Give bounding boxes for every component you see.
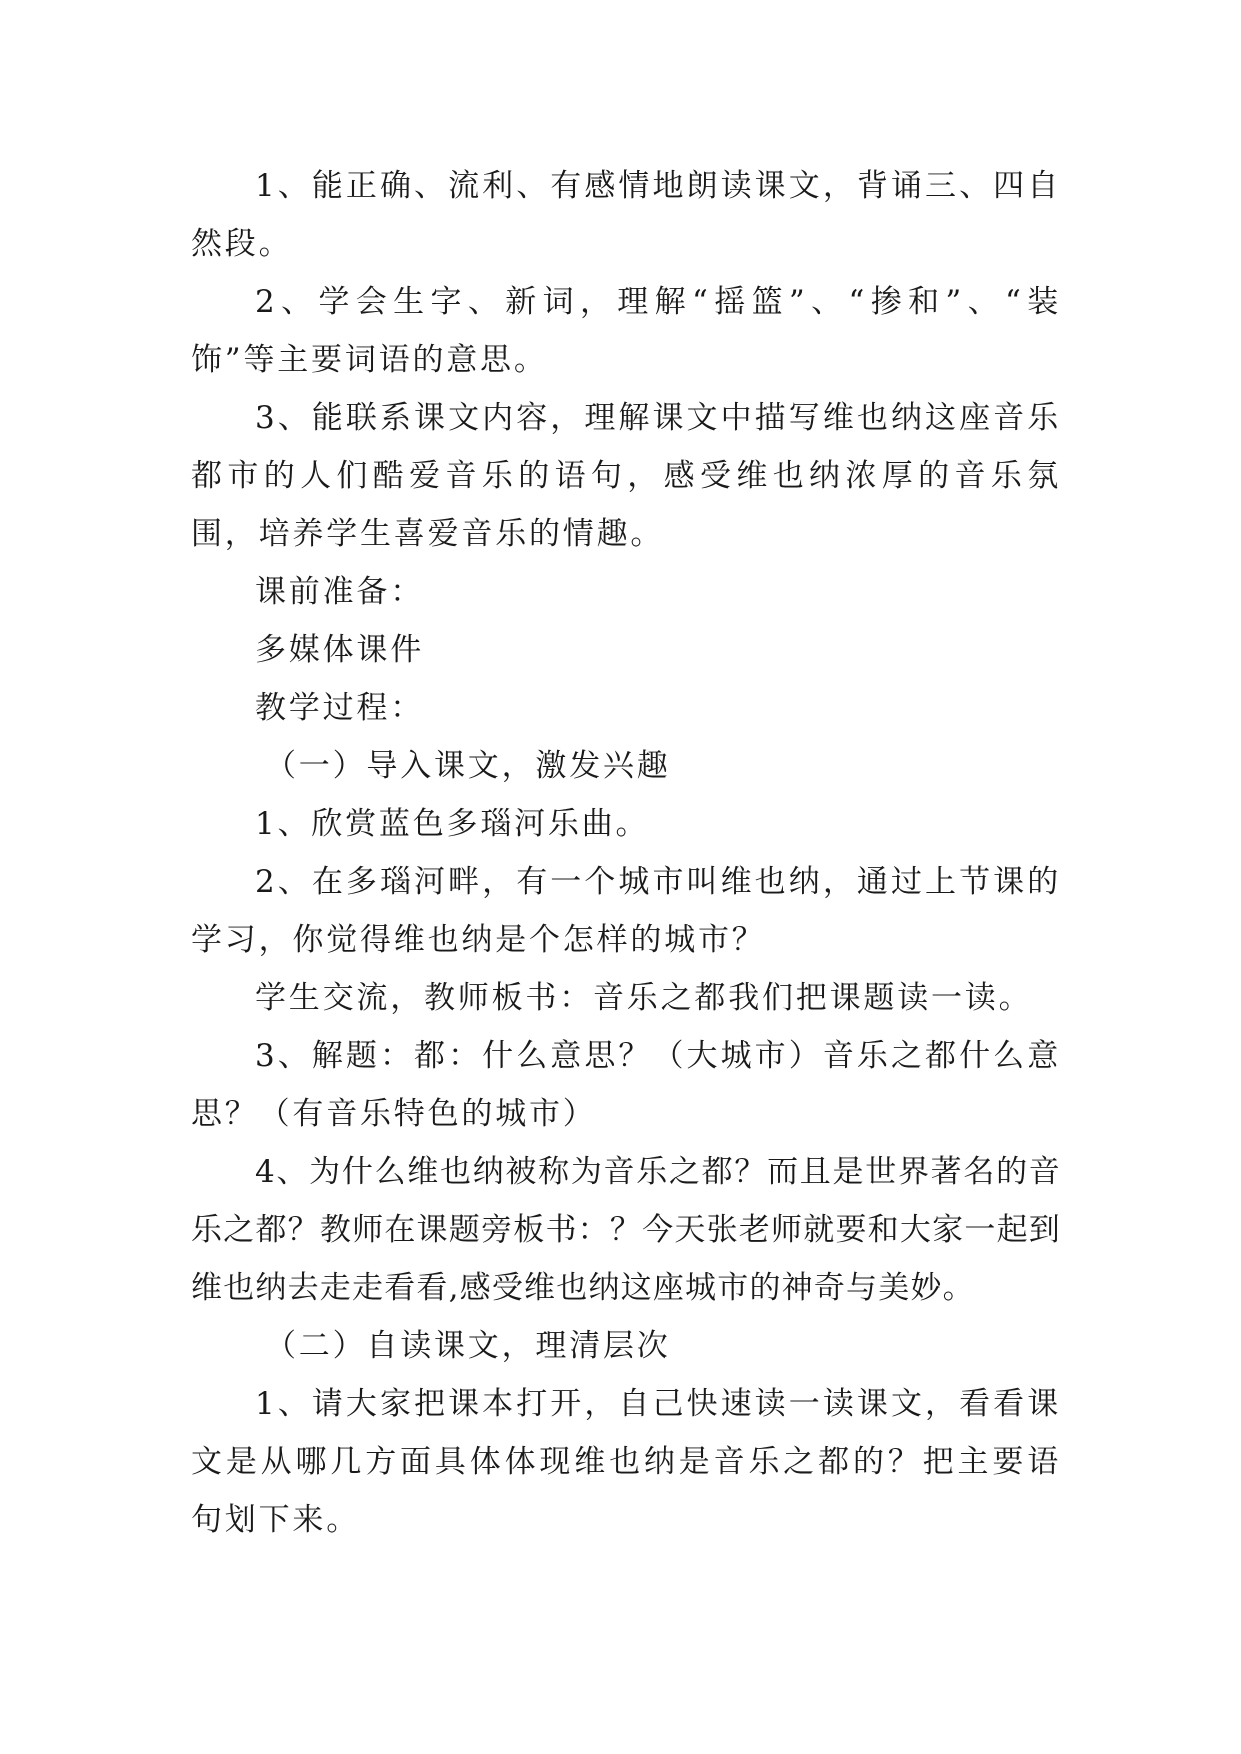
process-heading: 教学过程：: [255, 690, 424, 726]
step-2-1: 1、请大家把课本打开，自己快速读一读课文，看看课文是从哪几方面具体体现维也纳是音乐之都的？把主要语句划下来。: [191, 1386, 1061, 1538]
step-1-3: 3、解题：都：什么意思？（大城市）音乐之都什么意思？（有音乐特色的城市）: [191, 1038, 1061, 1132]
section-2-heading: （二）自读课文，理清层次: [265, 1328, 671, 1364]
step-1-4: 4、为什么维也纳被称为音乐之都？而且是世界著名的音乐之都？教师在课题旁板书：？今天张老师就要和大家一起到维也纳去走走看看,感受维也纳这座城市的神奇与美妙。: [191, 1154, 1061, 1306]
objective-2: 2、学会生字、新词，理解“摇篮”、“掺和”、“装饰”等主要词语的意思。: [191, 284, 1061, 378]
preparation-heading: 课前准备：: [255, 574, 424, 610]
section-1-heading: （一）导入课文，激发兴趣: [265, 748, 671, 784]
step-1-1: 1、欣赏蓝色多瑙河乐曲。: [255, 806, 650, 842]
step-1-2: 2、在多瑙河畔，有一个城市叫维也纳，通过上节课的学习，你觉得维也纳是个怎样的城市？: [191, 864, 1061, 958]
step-1-2-note: 学生交流，教师板书：音乐之都我们把课题读一读。: [255, 980, 1033, 1016]
document-body: [191, 157, 1061, 1549]
preparation-item: 多媒体课件: [255, 632, 424, 668]
objective-3: 3、能联系课文内容，理解课文中描写维也纳这座音乐都市的人们酷爱音乐的语句，感受维也纳浓厚的音乐氛围，培养学生喜爱音乐的情趣。: [191, 400, 1061, 552]
objective-1: 1、能正确、流利、有感情地朗读课文，背诵三、四自然段。: [191, 168, 1061, 262]
